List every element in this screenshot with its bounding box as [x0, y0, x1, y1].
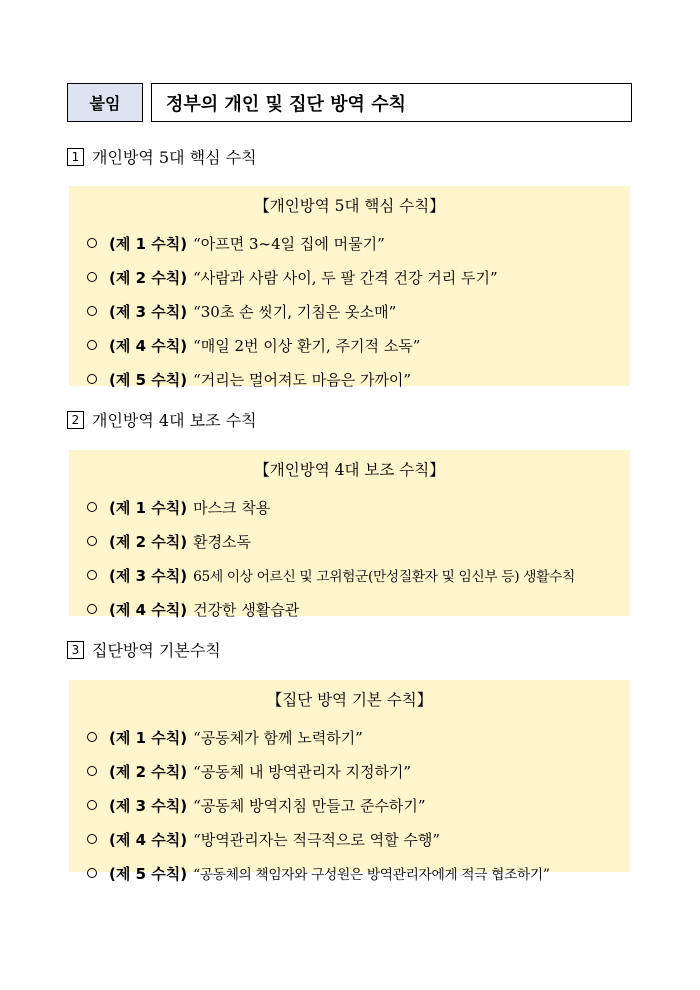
rule-text: “공동체 방역지침 만들고 준수하기” [193, 796, 426, 815]
rule-item [69, 362, 630, 396]
circle-bullet-icon [87, 604, 97, 614]
rule-text: 건강한 생활습관 [193, 600, 300, 619]
rule-item [69, 558, 630, 592]
section-heading-text: 개인방역 4대 보조 수칙 [92, 411, 257, 430]
rule-text: “공동체가 함께 노력하기” [193, 728, 363, 747]
section-1-box [69, 186, 630, 389]
circle-bullet-icon [87, 536, 97, 546]
rule-label: (제 4 수칙) [109, 830, 188, 849]
rule-label: (제 2 수칙) [109, 268, 188, 287]
section-number: 3 [67, 641, 84, 659]
rule-label: (제 4 수칙) [109, 600, 188, 619]
rule-item [69, 294, 630, 328]
rule-text: “공동체 내 방역관리자 지정하기” [193, 762, 412, 781]
circle-bullet-icon [87, 766, 97, 776]
rule-text: “방역관리자는 적극적으로 역할 수행” [193, 830, 441, 849]
rule-label: (제 1 수칙) [109, 728, 188, 747]
circle-bullet-icon [87, 502, 97, 512]
section-2-heading [67, 408, 257, 431]
rule-item [69, 822, 630, 856]
circle-bullet-icon [87, 800, 97, 810]
circle-bullet-icon [87, 238, 97, 248]
attachment-tag: 붙임 [67, 83, 143, 122]
rule-item [69, 226, 630, 260]
rule-label: (제 3 수칙) [109, 796, 188, 815]
page-title: 정부의 개인 및 집단 방역 수칙 [151, 83, 632, 122]
section-3-heading [67, 638, 221, 661]
section-heading-text: 개인방역 5대 핵심 수칙 [92, 148, 257, 167]
document-header [67, 83, 632, 124]
circle-bullet-icon [87, 570, 97, 580]
box-title: 【집단 방역 기본 수칙】 [266, 691, 433, 709]
rule-label: (제 1 수칙) [109, 498, 188, 517]
section-number: 1 [67, 148, 84, 166]
rule-label: (제 5 수칙) [109, 370, 188, 389]
circle-bullet-icon [87, 732, 97, 742]
section-number: 2 [67, 411, 84, 429]
section-3-box [69, 680, 630, 883]
rule-item [69, 328, 630, 362]
rule-text: 환경소독 [193, 532, 252, 551]
rule-label: (제 4 수칙) [109, 336, 188, 355]
rule-text: “거리는 멀어져도 마음은 가까이” [193, 370, 412, 389]
rule-text: “공동체의 책임자와 구성원은 방역관리자에게 적극 협조하기” [193, 867, 550, 883]
rule-item [69, 788, 630, 822]
rule-label: (제 3 수칙) [109, 302, 188, 321]
rule-item [69, 592, 630, 626]
rule-label: (제 1 수칙) [109, 234, 188, 253]
section-2-box [69, 450, 630, 619]
rule-text: “매일 2번 이상 환기, 주기적 소독” [193, 336, 421, 355]
circle-bullet-icon [87, 306, 97, 316]
rule-text: 마스크 착용 [193, 498, 271, 517]
circle-bullet-icon [87, 868, 97, 878]
rule-item [69, 524, 630, 558]
rule-label: (제 2 수칙) [109, 532, 188, 551]
rule-label: (제 5 수칙) [109, 864, 188, 883]
rule-item [69, 260, 630, 294]
rule-text: “30초 손 씻기, 기침은 옷소매” [193, 302, 397, 321]
circle-bullet-icon [87, 340, 97, 350]
rule-text: 65세 이상 어르신 및 고위험군(만성질환자 및 임신부 등) 생활수칙 [193, 569, 575, 585]
circle-bullet-icon [87, 374, 97, 384]
rule-text: “아프면 3∼4일 집에 머물기” [193, 234, 385, 253]
box-title: 【개인방역 5대 핵심 수칙】 [254, 197, 445, 215]
rule-item [69, 720, 630, 754]
circle-bullet-icon [87, 834, 97, 844]
section-heading-text: 집단방역 기본수칙 [92, 641, 221, 660]
rule-item [69, 490, 630, 524]
rule-item [69, 856, 630, 890]
section-1-heading [67, 145, 257, 168]
rule-item [69, 754, 630, 788]
box-title: 【개인방역 4대 보조 수칙】 [254, 461, 445, 479]
rule-label: (제 2 수칙) [109, 762, 188, 781]
rule-text: “사람과 사람 사이, 두 팔 간격 건강 거리 두기” [193, 268, 498, 287]
rule-label: (제 3 수칙) [109, 566, 188, 585]
circle-bullet-icon [87, 272, 97, 282]
